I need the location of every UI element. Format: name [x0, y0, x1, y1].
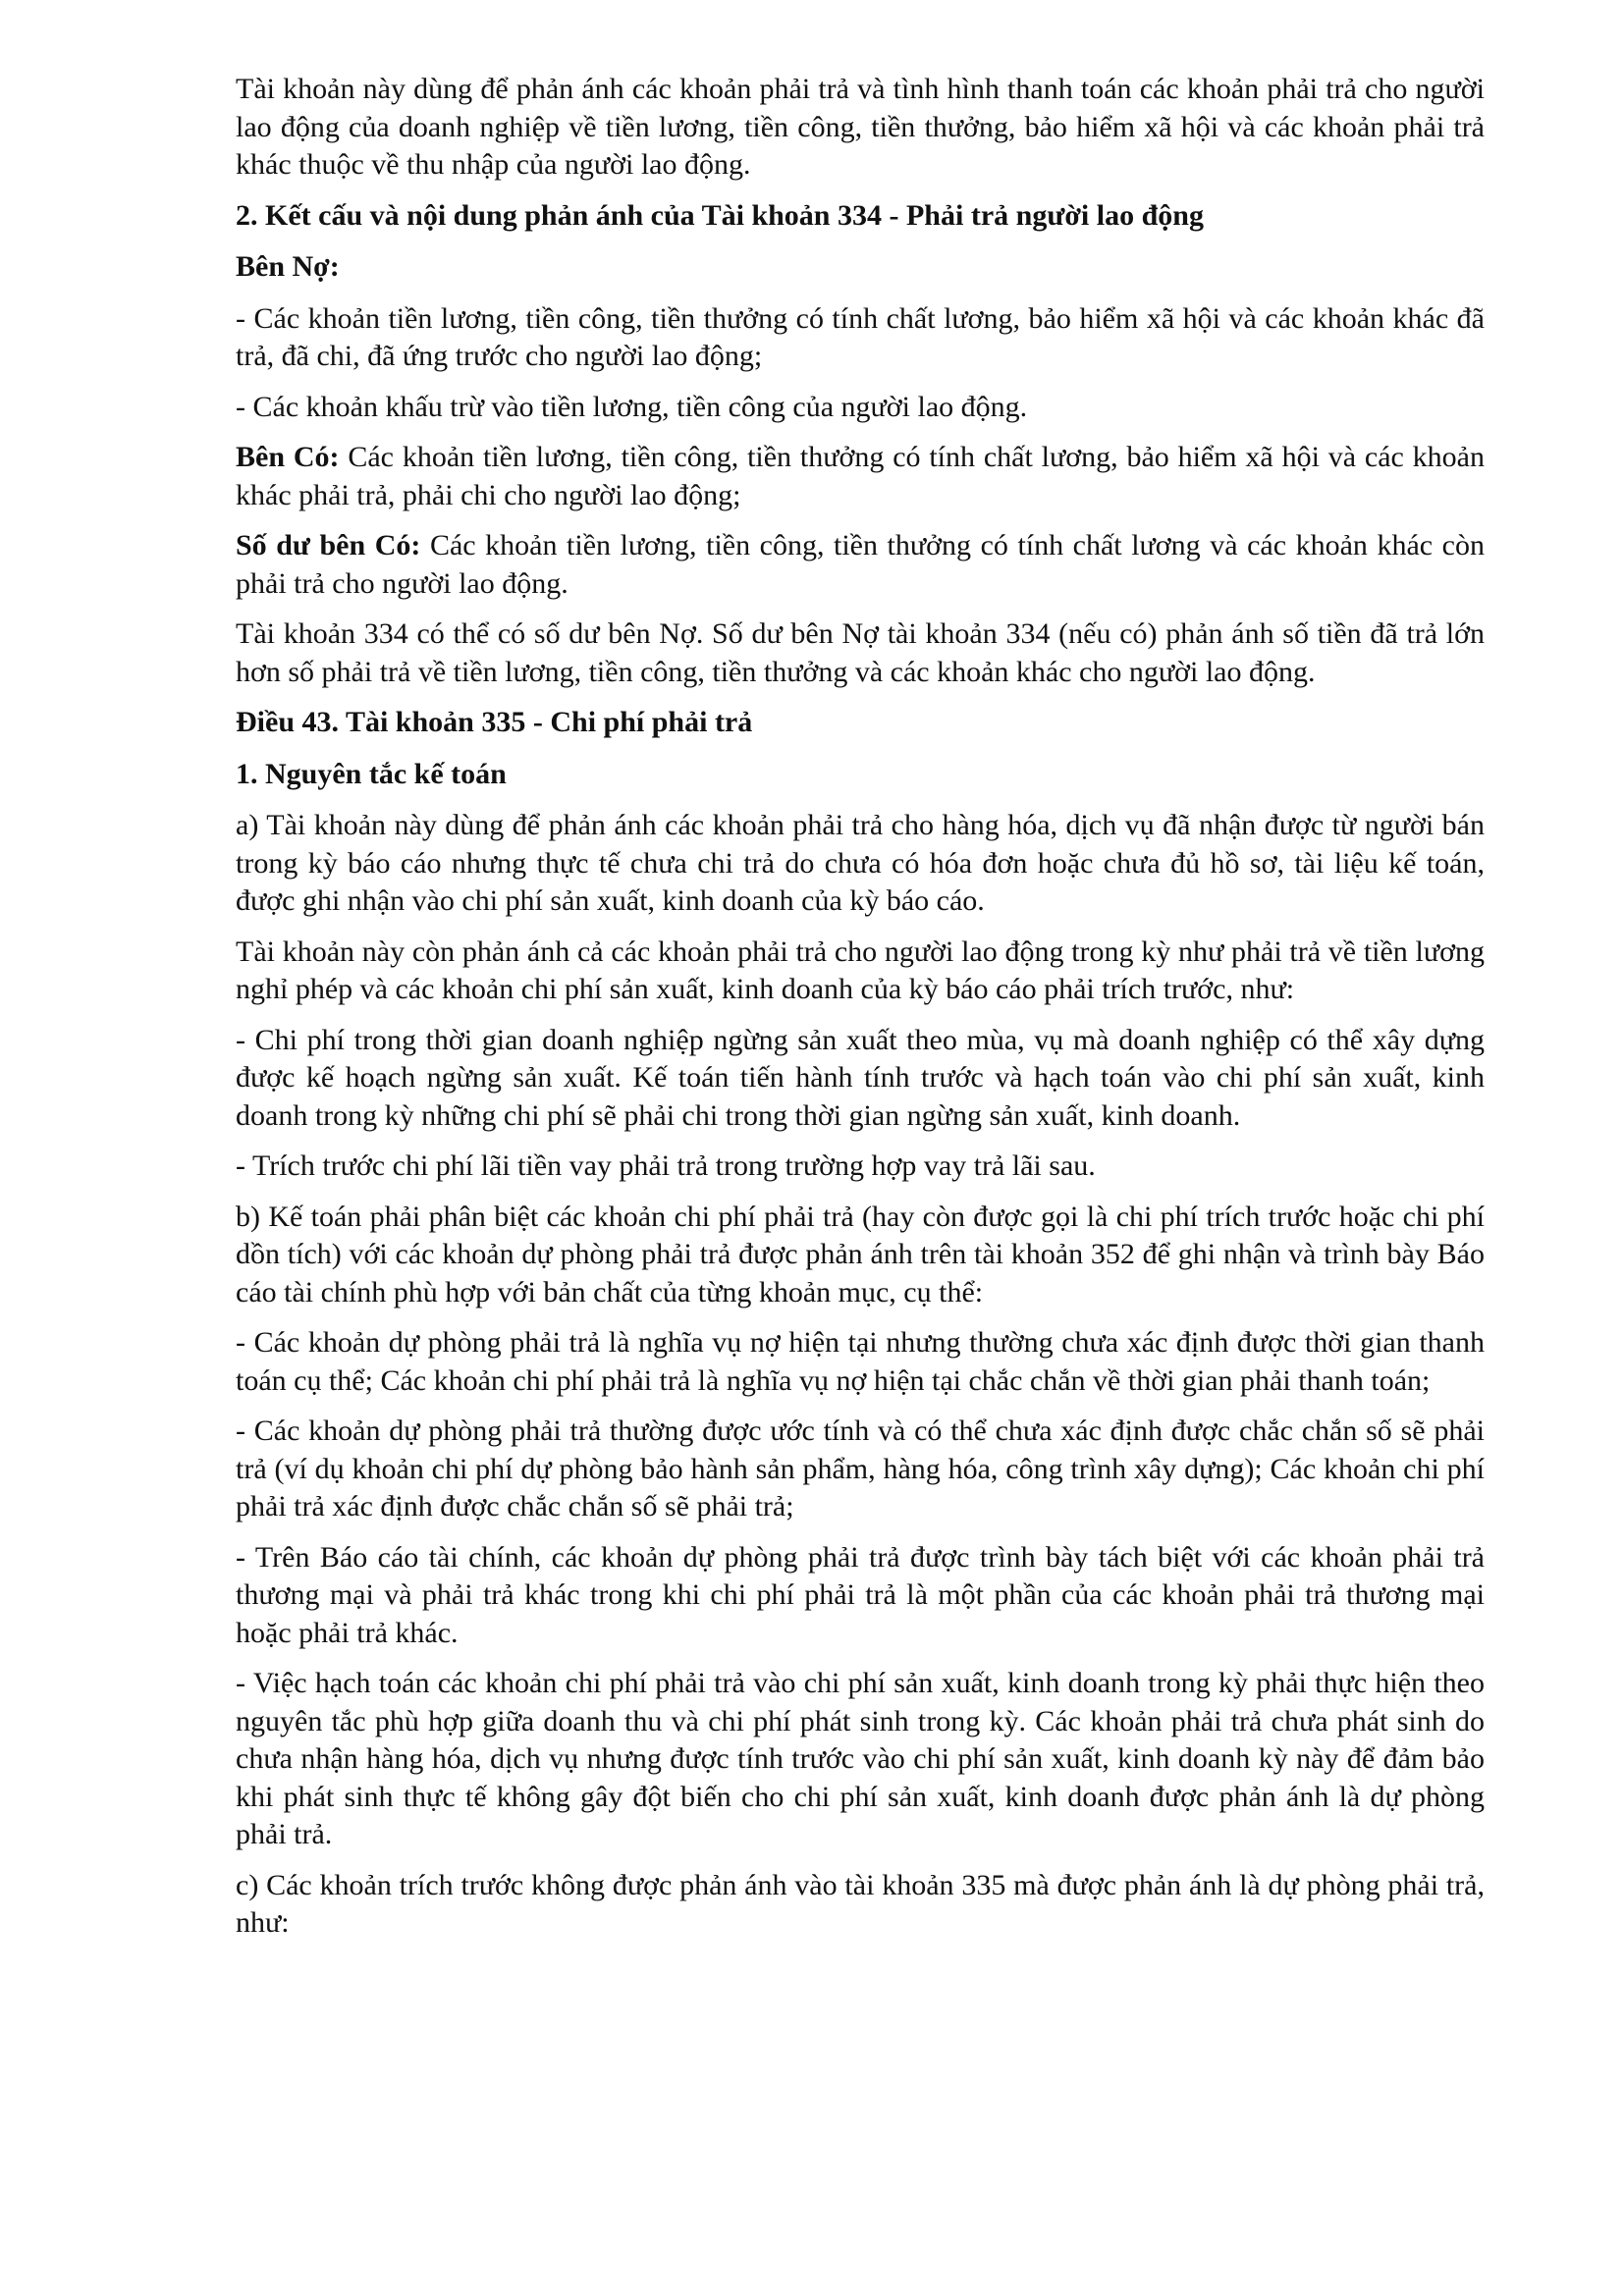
ben-no-item-1: - Các khoản tiền lương, tiền công, tiền thưởng có tính chất lương, bảo hiểm xã hội và các khoản khác đã trả, đã chi, đã ứng trước cho người lao động; — [236, 301, 1485, 372]
so-du-label: Số dư bên Có: — [236, 529, 421, 561]
so-du-paragraph — [236, 527, 1485, 603]
ben-no-item-2: - Các khoản khấu trừ vào tiền lương, tiền công của người lao động. — [236, 390, 1028, 423]
document-page — [236, 71, 1485, 1955]
ben-no-label: Bên Nợ: — [236, 250, 340, 283]
paragraph-b-item-3: - Trên Báo cáo tài chính, các khoản dự phòng phải trả được trình bày tách biệt với các khoản phải trả thương mại và phải trả khác trong khi chi phí phải trả là một phần của các khoản phải trả thương mại hoặc phải trả khác. — [236, 1540, 1485, 1649]
paragraph-b-item-1: - Các khoản dự phòng phải trả là nghĩa vụ nợ hiện tại nhưng thường chưa xác định được thời gian thanh toán cụ thể; Các khoản chi phí phải trả là nghĩa vụ nợ hiện tại chắc chắn về thời gian phải thanh toán; — [236, 1326, 1485, 1397]
paragraph-a-item-1: - Chi phí trong thời gian doanh nghiệp ngừng sản xuất theo mùa, vụ mà doanh nghiệp có thể xây dựng được kế hoạch ngừng sản xuất. Kế toán tiến hành tính trước và hạch toán vào chi phí sản xuất, kinh doanh trong kỳ những chi phí sẽ phải chi trong thời gian ngừng sản xuất, kinh doanh. — [236, 1023, 1485, 1132]
paragraph-a2: Tài khoản này còn phản ánh cả các khoản phải trả cho người lao động trong kỳ như phải trả về tiền lương nghỉ phép và các khoản chi phí sản xuất, kinh doanh của kỳ báo cáo phải trích trước, như: — [236, 934, 1485, 1005]
paragraph-b: b) Kế toán phải phân biệt các khoản chi phí phải trả (hay còn được gọi là chi phí trích trước hoặc chi phí dồn tích) với các khoản dự phòng phải trả được phản ánh trên tài khoản 352 để ghi nhận và trình bày Báo cáo tài chính phù hợp với bản chất của từng khoản mục, cụ thể: — [236, 1200, 1485, 1308]
section-2-heading: 2. Kết cấu và nội dung phản ánh của Tài khoản 334 - Phải trả người lao động — [236, 198, 1204, 232]
tk334-no-balance: Tài khoản 334 có thể có số dư bên Nợ. Số dư bên Nợ tài khoản 334 (nếu có) phản ánh số tiền đã trả lớn hơn số phải trả về tiền lương, tiền công, tiền thưởng và các khoản khác cho người lao động. — [236, 617, 1485, 688]
ben-co-text: Các khoản tiền lương, tiền công, tiền thưởng có tính chất lương, bảo hiểm xã hội và các khoản khác phải trả, phải chi cho người lao động; — [236, 441, 1485, 511]
so-du-text: Các khoản tiền lương, tiền công, tiền thưởng có tính chất lương và các khoản khác còn phải trả cho người lao động. — [236, 529, 1485, 600]
ben-co-paragraph — [236, 439, 1485, 514]
article-43-heading: Điều 43. Tài khoản 335 - Chi phí phải trả — [236, 706, 753, 738]
principle-heading: 1. Nguyên tắc kế toán — [236, 757, 507, 790]
paragraph-a: a) Tài khoản này dùng để phản ánh các khoản phải trả cho hàng hóa, dịch vụ đã nhận được từ người bán trong kỳ báo cáo nhưng thực tế chưa chi trả do chưa có hóa đơn hoặc chưa đủ hồ sơ, tài liệu kế toán, được ghi nhận vào chi phí sản xuất, kinh doanh của kỳ báo cáo. — [236, 809, 1485, 917]
paragraph-c: c) Các khoản trích trước không được phản ánh vào tài khoản 335 mà được phản ánh là dự phòng phải trả, như: — [236, 1868, 1485, 1939]
ben-co-label: Bên Có: — [236, 441, 340, 473]
paragraph-b-item-2: - Các khoản dự phòng phải trả thường được ước tính và có thể chưa xác định được chắc chắn số sẽ phải trả (ví dụ khoản chi phí dự phòng bảo hành sản phẩm, hàng hóa, công trình xây dựng); Các khoản chi phí phải trả xác định được chắc chắn số sẽ phải trả; — [236, 1415, 1485, 1522]
paragraph-a-item-2: - Trích trước chi phí lãi tiền vay phải trả trong trường hợp vay trả lãi sau. — [236, 1149, 1096, 1182]
intro-paragraph: Tài khoản này dùng để phản ánh các khoản phải trả và tình hình thanh toán các khoản phải trả cho người lao động của doanh nghiệp về tiền lương, tiền công, tiền thưởng, bảo hiểm xã hội và các khoản phải trả khác thuộc về thu nhập của người lao động. — [236, 73, 1485, 181]
paragraph-b-item-4: - Việc hạch toán các khoản chi phí phải trả vào chi phí sản xuất, kinh doanh trong kỳ phải thực hiện theo nguyên tắc phù hợp giữa doanh thu và chi phí phát sinh trong kỳ. Các khoản phải trả chưa phát sinh do chưa nhận hàng hóa, dịch vụ nhưng được tính trước vào chi phí sản xuất, kinh doanh kỳ này để đảm bảo khi phát sinh thực tế không gây đột biến cho chi phí sản xuất, kinh doanh được phản ánh là dự phòng phải trả. — [236, 1667, 1485, 1850]
